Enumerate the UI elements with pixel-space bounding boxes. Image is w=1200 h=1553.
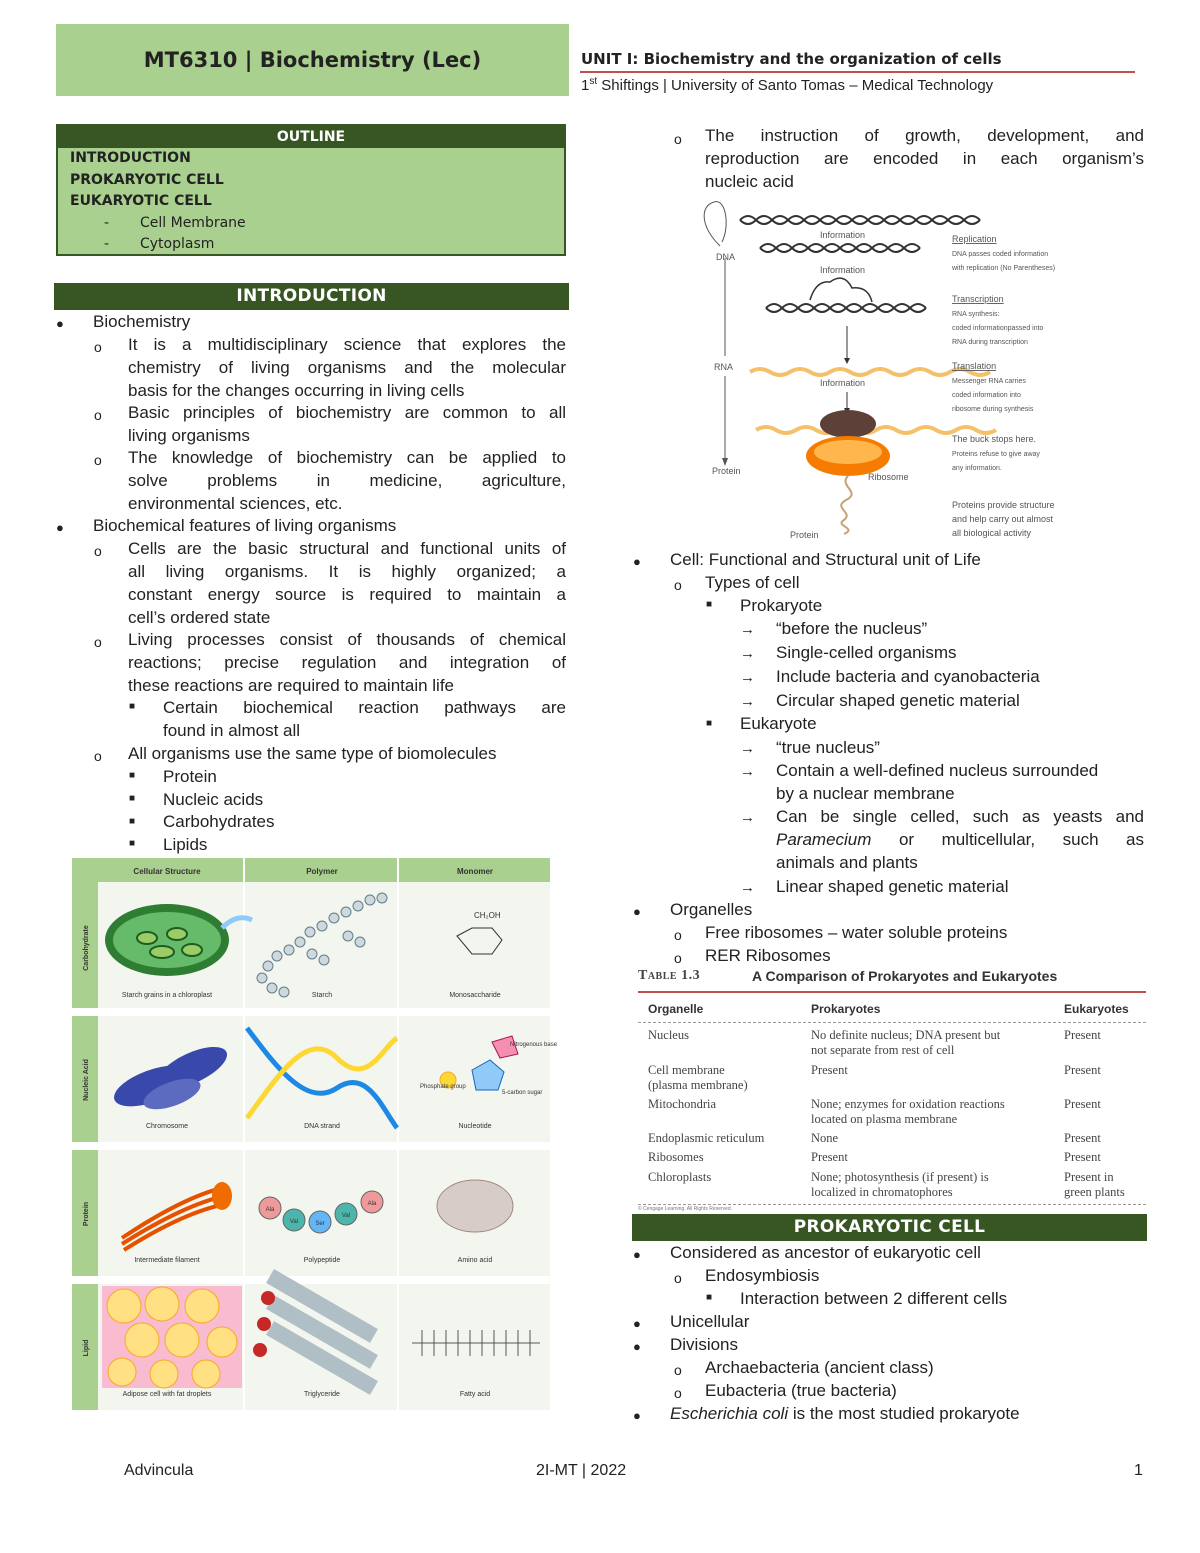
header-divider [580, 71, 1135, 73]
nucleic-acid-item [630, 126, 1150, 196]
note-text: and help carry out almost [952, 514, 1054, 524]
table-cell: localized in chromatophores [811, 1185, 953, 1199]
amino-acid-label: Ser [315, 1221, 325, 1227]
figure-caption: Chromosome [145, 1123, 189, 1130]
shift-number: 1 [581, 77, 590, 94]
figure-caption: Intermediate filament [134, 1257, 200, 1264]
footer-page-number: 1 [1134, 1462, 1143, 1479]
arrow-icon: → [740, 763, 755, 780]
table-rule [638, 1204, 1146, 1205]
note-text: Proteins provide structure [952, 500, 1055, 510]
table-cell: None; photosynthesis (if present) is [811, 1170, 989, 1184]
sub-bullet-text: Archaebacteria (ancient class) [705, 1358, 934, 1377]
sub-bullet-text: basis for the changes occurring in living cells [128, 381, 465, 400]
circle-bullet-icon: o [94, 339, 102, 355]
note-text: all biological activity [952, 528, 1032, 538]
unit-title: UNIT I: Biochemistry and the organization of cells [581, 50, 1002, 68]
outline-item: EUKARYOTIC CELL [70, 193, 212, 209]
figure-caption: Starch grains in a chloroplast [121, 992, 213, 999]
arrow-item: “true nucleus” [776, 738, 880, 757]
prokaryotic-body [630, 1243, 1150, 1433]
circle-bullet-icon: o [674, 950, 682, 966]
table-cell: Mitochondria [648, 1097, 717, 1111]
table-cell: Chloroplasts [648, 1170, 712, 1184]
circle-bullet-icon: o [94, 748, 102, 764]
sub-bullet-text: nucleic acid [705, 172, 794, 191]
table-title: A Comparison of Prokaryotes and Eukaryotes [752, 968, 1058, 984]
sub-bullet-text: reactions; precise regulation and integration of [128, 653, 566, 672]
arrow-item: by a nuclear membrane [776, 784, 955, 803]
ribosome-icon [806, 410, 890, 476]
table-cell: None [811, 1131, 839, 1145]
table-cell: Endoplasmic reticulum [648, 1131, 765, 1145]
bullet-text-rest: is the most studied prokaryote [788, 1404, 1020, 1423]
table-rule [638, 991, 1146, 993]
square-bullet-icon: ■ [706, 1292, 713, 1303]
outline-subitem-label: Cell Membrane [140, 214, 246, 231]
table-cell: Present [1064, 1131, 1101, 1145]
circle-bullet-icon: o [94, 634, 102, 650]
arrow-item: Circular shaped genetic material [776, 691, 1020, 710]
bullet-icon: ● [633, 1408, 641, 1423]
biomolecule-figure [72, 858, 558, 1410]
bullet-icon: ● [56, 520, 64, 535]
italic-term: Paramecium [776, 830, 872, 849]
arrow-item [776, 830, 1144, 850]
info-label: Information [820, 378, 866, 388]
table-cell: Cell membrane [648, 1063, 725, 1077]
info-label: Information [820, 230, 866, 240]
note-title: Transcription [952, 294, 1004, 304]
outline-dash: - [104, 214, 110, 231]
circle-bullet-icon: o [674, 131, 682, 147]
table-cell: Nucleus [648, 1028, 689, 1042]
note-title: Replication [952, 234, 997, 244]
square-bullet-icon: ■ [129, 793, 136, 804]
note-text: DNA passes coded information [952, 251, 1049, 258]
outline-subitem-label: Cytoplasm [140, 236, 215, 252]
comparison-table [638, 968, 1148, 1214]
sub-bullet-text: constant energy source is required to maintain a [128, 585, 566, 604]
biomolecule-item: Protein [163, 767, 217, 786]
cell-section [630, 550, 1150, 970]
note-text: with replication (No Parentheses) [952, 265, 1056, 272]
table-header: Prokaryotes [811, 1002, 881, 1016]
outline-item: INTRODUCTION [70, 150, 191, 166]
square-bullet-icon: ■ [129, 770, 136, 781]
square-bullet-icon: ■ [706, 718, 713, 729]
sub-bullet-text: RER Ribosomes [705, 946, 831, 965]
square-bullet-icon: ■ [129, 701, 136, 712]
circle-bullet-icon: o [674, 577, 682, 593]
biomolecule-item: Lipids [163, 835, 208, 854]
bullet-icon: ● [633, 904, 641, 919]
nucleotide-label: Phosphate group [420, 1084, 466, 1090]
arrow-item: “before the nucleus” [776, 619, 928, 638]
note-text: any information. [952, 465, 1002, 472]
sub-bullet-text: cell’s ordered state [128, 608, 271, 627]
info-label: Information [820, 265, 866, 275]
sub-bullet-text: Cells are the basic structural and functional units of [128, 539, 566, 558]
table-cell: Present [1064, 1028, 1101, 1042]
ribosome-label: Ribosome [868, 472, 909, 482]
central-dogma-svg [700, 196, 1090, 546]
table-cell: Present in [1064, 1170, 1114, 1184]
tertiary-bullet-text: Certain biochemical reaction pathways are [163, 698, 566, 717]
figure-caption: Adipose cell with fat droplets [122, 1391, 212, 1398]
amino-acid-label: Val [341, 1213, 351, 1219]
outline-item: PROKARYOTIC CELL [70, 171, 224, 188]
biomolecule-item: Carbohydrates [163, 812, 275, 831]
bullet-text: Biochemical features of living organisms [93, 516, 397, 535]
glucose-label: CH₂OH [474, 911, 501, 920]
amino-acid-image [437, 1180, 513, 1232]
course-title-box [56, 24, 569, 96]
figure-caption: Starch [311, 992, 333, 999]
circle-bullet-icon: o [94, 407, 102, 423]
arrow-icon: → [740, 879, 755, 896]
note-title: Translation [952, 361, 997, 371]
sub-bullet-text: Free ribosomes – water soluble proteins [705, 923, 1008, 942]
circle-bullet-icon: o [674, 1385, 682, 1401]
nucleotide-label: Nitrogenous base [510, 1042, 558, 1048]
footer-author: Advincula [124, 1462, 194, 1479]
row-label: Lipid [83, 1339, 90, 1357]
introduction-heading: INTRODUCTION [54, 283, 569, 310]
sub-bullet-text: these reactions are required to maintain life [128, 676, 455, 695]
table-rule [638, 1022, 1146, 1023]
amino-acid-label: Ala [265, 1207, 275, 1213]
sub-bullet-text: Living processes consist of thousands of chemical [128, 630, 566, 649]
biomolecule-item: Nucleic acids [163, 790, 264, 809]
table-cell: located on plasma membrane [811, 1112, 958, 1126]
note-text: coded information into [952, 392, 1021, 399]
bullet-icon: ● [633, 1247, 641, 1262]
circle-bullet-icon: o [94, 543, 102, 559]
sub-bullet-text: chemistry of living organisms and the molecular [128, 358, 566, 377]
table-cell: Present [1064, 1150, 1101, 1164]
bullet-icon: ● [56, 316, 64, 331]
tertiary-bullet-text: Interaction between 2 different cells [740, 1289, 1008, 1308]
note-text: Messenger RNA carries [952, 378, 1026, 385]
shift-rest: Shiftings | University of Santo Tomas – Medical Technology [597, 77, 994, 94]
circle-bullet-icon: o [674, 927, 682, 943]
table-label: Table 1.3 [638, 968, 701, 983]
bullet-text: Divisions [670, 1335, 739, 1354]
sub-bullet-text: All organisms use the same type of biomolecules [128, 744, 497, 763]
table-cell: Present [1064, 1097, 1101, 1111]
note-text: RNA synthesis: [952, 311, 1000, 318]
bullet-text [670, 1404, 1020, 1424]
square-bullet-icon: ■ [129, 816, 136, 827]
bullet-icon: ● [633, 1316, 641, 1331]
central-dogma-figure [700, 196, 1090, 546]
course-title: MT6310 | Biochemistry (Lec) [143, 48, 482, 72]
sub-bullet-text: It is a multidisciplinary science that explores the [128, 335, 566, 354]
col-header: Polymer [306, 867, 338, 876]
table-cell: green plants [1064, 1185, 1125, 1199]
nucleotide-label: 5-carbon sugar [502, 1090, 543, 1096]
bullet-icon: ● [633, 1339, 641, 1354]
arrow-item: Linear shaped genetic material [776, 877, 1009, 896]
transcription-icon [766, 278, 926, 312]
sub-bullet-text: The knowledge of biochemistry can be applied to [128, 448, 566, 467]
figure-caption: Triglyceride [304, 1391, 340, 1398]
bullet-text: Cell: Functional and Structural unit of Life [670, 550, 981, 569]
sub-bullet-text: living organisms [128, 426, 250, 445]
bullet-text: Organelles [670, 900, 753, 919]
protein-label: Protein [790, 530, 819, 540]
sub-bullet-text: Types of cell [705, 573, 800, 592]
note-title: The buck stops here. [952, 434, 1037, 444]
amino-acid-label: Ala [367, 1201, 377, 1207]
outline-title: OUTLINE [58, 126, 564, 148]
dogma-label: DNA [716, 252, 736, 262]
footer-section: 2I-MT | 2022 [536, 1462, 627, 1479]
arrow-icon: → [740, 669, 755, 686]
dogma-label: Protein [712, 466, 741, 476]
figure-caption: Amino acid [457, 1257, 493, 1264]
figure-caption: Polypeptide [303, 1257, 341, 1264]
circle-bullet-icon: o [674, 1362, 682, 1378]
arrow-icon: → [740, 621, 755, 638]
table-cell: None; enzymes for oxidation reactions [811, 1097, 1005, 1111]
arrow-item: animals and plants [776, 853, 918, 872]
square-bullet-icon: ■ [129, 838, 136, 849]
note-text: Proteins refuse to give away [952, 451, 1040, 458]
outline-dash: - [104, 236, 110, 252]
arrow-icon: → [740, 645, 755, 662]
protein-chain-icon [841, 476, 851, 534]
outline-subitem [58, 234, 564, 256]
sub-bullet-text: Basic principles of biochemistry are common to all [128, 403, 566, 422]
tertiary-bullet-text: Eukaryote [740, 714, 817, 733]
italic-term: Escherichia coli [670, 1404, 789, 1423]
col-header: Cellular Structure [133, 867, 201, 876]
dogma-label: RNA [714, 362, 734, 372]
bullet-text: Considered as ancestor of eukaryotic cell [670, 1243, 981, 1262]
note-text: coded informationpassed into [952, 325, 1044, 332]
table-cell: (plasma membrane) [648, 1078, 748, 1092]
table-credit: © Cengage Learning. All Rights Reserved. [638, 1206, 733, 1212]
arrow-icon: → [740, 740, 755, 757]
bullet-text: Biochemistry [93, 312, 191, 331]
table-header: Organelle [648, 1002, 704, 1016]
arrow-item: Can be single celled, such as yeasts and [776, 807, 1144, 826]
row-label: Nucleic Acid [83, 1059, 90, 1101]
sub-bullet-text: The instruction of growth, development, and [705, 126, 1144, 145]
figure-caption: Monosaccharide [449, 992, 501, 999]
sub-bullet-text: reproduction are encoded in each organism’s [705, 149, 1144, 168]
arrow-icon: → [740, 693, 755, 710]
circle-bullet-icon: o [674, 1270, 682, 1286]
table-header: Eukaryotes [1064, 1002, 1129, 1016]
arrow-item: Single-celled organisms [776, 643, 957, 662]
square-bullet-icon: ■ [706, 599, 713, 610]
row-label: Carbohydrate [83, 925, 90, 971]
table-cell: Present [811, 1150, 848, 1164]
circle-bullet-icon: o [94, 452, 102, 468]
figure-caption: Fatty acid [459, 1391, 491, 1398]
table-cell: Present [1064, 1063, 1101, 1077]
unit-subtitle [581, 76, 993, 94]
introduction-body [56, 312, 568, 857]
arrow-item: Include bacteria and cyanobacteria [776, 667, 1040, 686]
amino-acid-label: Val [289, 1219, 299, 1225]
table-cell: not separate from rest of cell [811, 1043, 955, 1057]
outline-subitem [58, 213, 564, 235]
shift-ordinal: st [589, 76, 598, 87]
arrow-item-rest: or multicellular, such as [871, 830, 1144, 849]
table-cell: No definite nucleus; DNA present but [811, 1028, 1001, 1042]
arrow-item: Contain a well-defined nucleus surrounded [776, 761, 1099, 780]
sub-bullet-text: environmental sciences, etc. [128, 494, 343, 513]
sub-bullet-text: solve problems in medicine, agriculture, [128, 471, 566, 490]
sub-bullet-text: Endosymbiosis [705, 1266, 820, 1285]
prokaryotic-cell-heading: PROKARYOTIC CELL [632, 1214, 1147, 1241]
note-text: ribosome during synthesis [952, 406, 1034, 413]
arrow-icon: → [740, 809, 755, 826]
row-label: Protein [83, 1201, 90, 1227]
note-text: RNA during transcription [952, 339, 1028, 346]
figure-caption: Nucleotide [458, 1123, 492, 1130]
bullet-text: Unicellular [670, 1312, 750, 1331]
figure-caption: DNA strand [304, 1123, 340, 1130]
table-cell: Ribosomes [648, 1150, 704, 1164]
sub-bullet-text: Eubacteria (true bacteria) [705, 1381, 897, 1400]
table-cell: Present [811, 1063, 848, 1077]
tertiary-bullet-text: found in almost all [163, 721, 301, 740]
outline-box [56, 124, 566, 256]
tertiary-bullet-text: Prokaryote [740, 596, 823, 615]
bullet-icon: ● [633, 554, 641, 569]
biomolecule-figure-svg [72, 858, 558, 1410]
sub-bullet-text: all living organisms. It is highly organized; a [128, 562, 566, 581]
col-header: Monomer [457, 867, 493, 876]
